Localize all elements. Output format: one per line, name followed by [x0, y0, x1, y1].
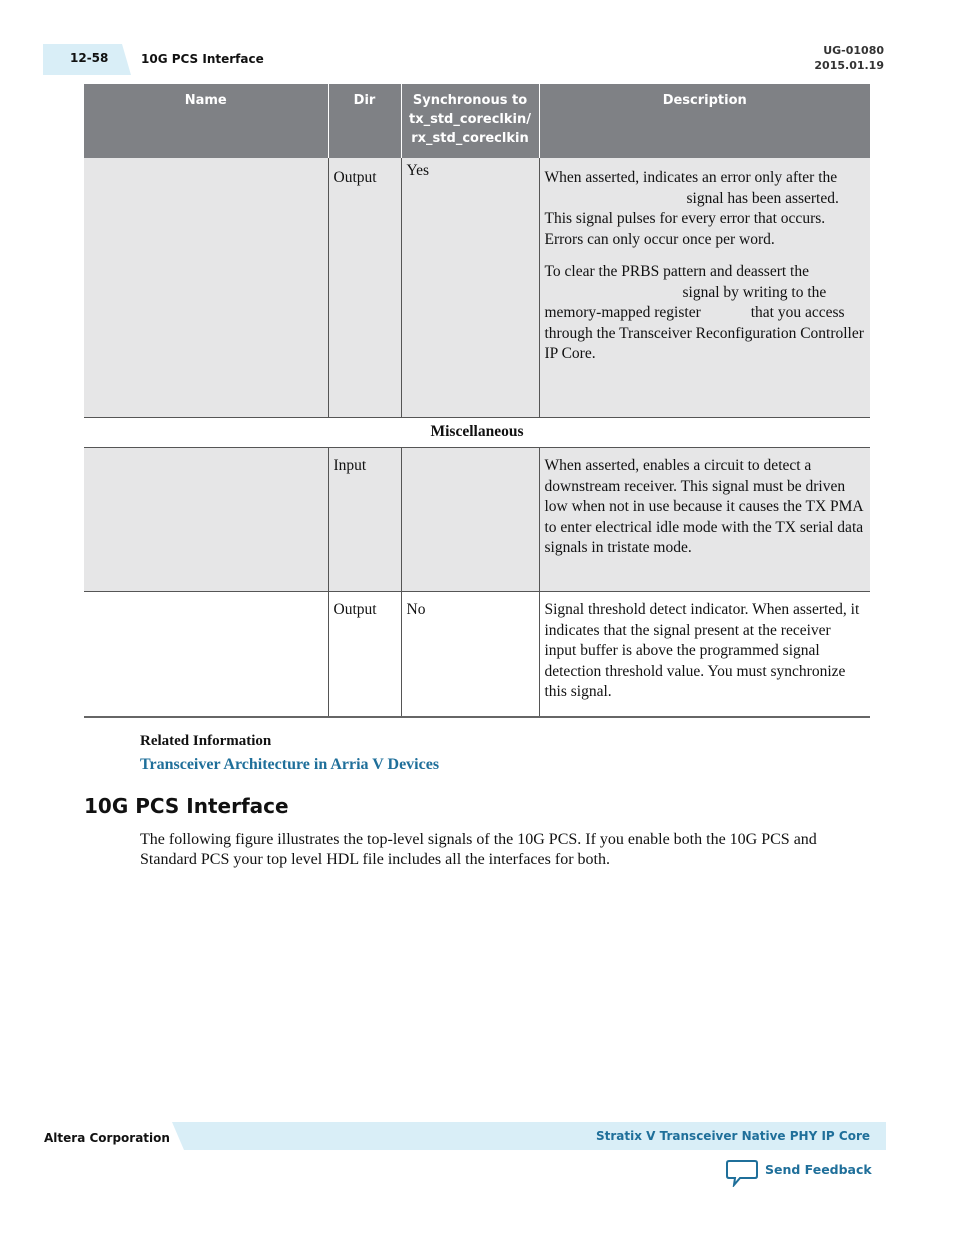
- table-row: [84, 448, 870, 592]
- description-paragraph: To clear the PRBS pattern and deassert thesignal by writing to the memory-mapped register that you access through the Transceiver Reconfiguration Controller IP Core.: [544, 263, 864, 362]
- signal-table: [84, 84, 870, 718]
- page-number: 12-58: [70, 51, 109, 65]
- cell-name: [84, 448, 328, 592]
- footer-doc-title[interactable]: Stratix V Transceiver Native PHY IP Core: [596, 1129, 870, 1143]
- col-header-dir: Dir: [328, 84, 401, 158]
- col-header-sync: [401, 84, 539, 158]
- cell-name: [84, 158, 328, 417]
- col-header-sync-line3: rx_std_coreclkin: [411, 131, 529, 146]
- cell-sync: Yes: [401, 158, 539, 417]
- col-header-sync-line1: Synchronous to: [412, 93, 528, 108]
- cell-description: Signal threshold detect indicator. When asserted, it indicates that the signal present at the receiver input buffer is above the programmed signal detection threshold value. You must synchronize this signal.: [539, 592, 870, 717]
- col-header-name: Name: [84, 84, 328, 158]
- table-row: [84, 592, 870, 717]
- cell-sync: [401, 448, 539, 592]
- send-feedback-link[interactable]: Send Feedback: [765, 1162, 872, 1177]
- header-section-title: 10G PCS Interface: [141, 52, 264, 66]
- document-date: 2015.01.19: [814, 59, 884, 72]
- cell-description: When asserted, enables a circuit to detect a downstream receiver. This signal must be driven low when not in use because it causes the TX PMA to enter electrical idle mode with the TX serial data signals in tristate mode.: [539, 448, 870, 592]
- description-paragraph: When asserted, indicates an error only after thesignal has been asserted. This signal pulses for every error that occurs. Errors can only occur once per word.: [544, 169, 839, 248]
- cell-name: [84, 592, 328, 717]
- section-body-text: The following figure illustrates the top-level signals of the 10G PCS. If you enable both the 10G PCS and Standard PCS your top level HDL file includes all the interfaces for both.: [140, 831, 817, 868]
- cell-dir: Input: [328, 448, 401, 592]
- table-header-row: [84, 84, 870, 158]
- section-label: Miscellaneous: [84, 417, 870, 448]
- footer-company: Altera Corporation: [44, 1131, 170, 1145]
- section-title: 10G PCS Interface: [84, 794, 289, 818]
- related-information-heading: Related Information: [140, 733, 272, 749]
- table-row: [84, 158, 870, 417]
- cell-description: [539, 158, 870, 417]
- section-row-miscellaneous: [84, 417, 870, 448]
- document-id: UG-01080: [823, 44, 884, 57]
- feedback-speech-bubble-icon[interactable]: [726, 1159, 758, 1187]
- document-id-block: [814, 43, 884, 73]
- cell-dir: Output: [328, 158, 401, 417]
- col-header-sync-line2: tx_std_coreclkin/: [409, 112, 531, 127]
- cell-sync: No: [401, 592, 539, 717]
- related-information-link[interactable]: Transceiver Architecture in Arria V Devices: [140, 756, 440, 773]
- cell-dir: Output: [328, 592, 401, 717]
- col-header-description: Description: [539, 84, 870, 158]
